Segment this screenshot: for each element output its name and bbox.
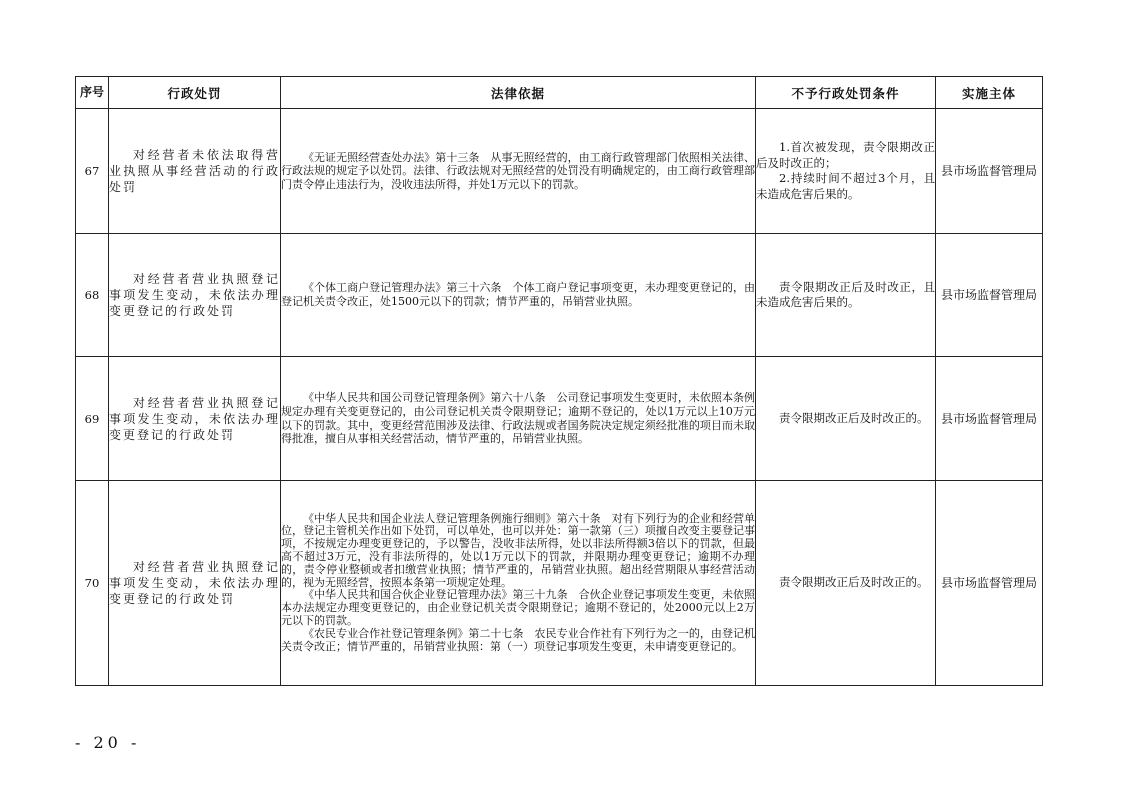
legal-basis-cell bbox=[281, 357, 756, 481]
header-penalty: 行政处罚 bbox=[109, 77, 281, 109]
legal-basis-paragraph: 《农民专业合作社登记管理条例》第二十七条 农民专业合作社有下列行为之一的，由登记机关责令改正；情节严重的，吊销营业执照：第（一）项登记事项发生变更，未申请变更登记的。 bbox=[281, 626, 755, 653]
legal-basis-paragraph: 《中华人民共和国合伙企业登记管理办法》第三十九条 合伙企业登记事项发生变更，未依照本办法规定办理变更登记的，由企业登记机关责令限期登记；逾期不登记的，处2000元以上2万元以下的罚款。 bbox=[281, 588, 755, 627]
condition-item: 责令限期改正后及时改正，且未造成危害后果的。 bbox=[756, 279, 935, 309]
row-number: 69 bbox=[76, 357, 109, 481]
condition-item: 2.持续时间不超过3个月，且未造成危害后果的。 bbox=[756, 171, 935, 201]
header-no: 序号 bbox=[76, 77, 109, 109]
legal-basis-paragraph: 《无证无照经营查处办法》第十三条 从事无照经营的，由工商行政管理部门依照相关法律、行政法规的规定予以处罚。法律、行政法规对无照经营的处罚没有明确规定的，由工商行政管理部门责令停止违法行为，没收违法所得，并处1万元以下的罚款。 bbox=[281, 150, 755, 191]
table-row bbox=[76, 109, 1043, 234]
penalty-text: 对经营者营业执照登记事项发生变动，未依法办理变更登记的行政处罚 bbox=[109, 560, 280, 606]
row-number: 67 bbox=[76, 109, 109, 234]
subject-cell: 县市场监督管理局 bbox=[936, 109, 1043, 234]
condition-item: 责令限期改正后及时改正的。 bbox=[779, 575, 929, 590]
subject-cell: 县市场监督管理局 bbox=[936, 234, 1043, 357]
penalty-cell bbox=[109, 109, 281, 234]
legal-basis-cell bbox=[281, 481, 756, 686]
header-subject: 实施主体 bbox=[936, 77, 1043, 109]
table-row bbox=[76, 481, 1043, 686]
legal-basis-paragraph: 《个体工商户登记管理办法》第三十六条 个体工商户登记事项变更，未办理变更登记的，由登记机关责令改正，处1500元以下的罚款；情节严重的，吊销营业执照。 bbox=[281, 281, 755, 308]
conditions-cell bbox=[756, 357, 936, 481]
legal-basis-paragraph: 《中华人民共和国企业法人登记管理条例施行细则》第六十条 对有下列行为的企业和经营单位，登记主管机关作出如下处罚，可以单处，也可以并处：第一款第（三）项擅自改变主要登记事项，不按规定办理变更登记的，予以警告，没收非法所得，处以非法所得额3倍以下的罚款，但最高不超过3万元，没有非法所得的，处以1万元以下的罚款，并限期办理变更登记；逾期不办理的，责令停业整顿或者扣缴营业执照；情节严重的，吊销营业执照。超出经营期限从事经营活动的，视为无照经营，按照本条第一项规定处理。 bbox=[281, 511, 755, 589]
legal-basis-paragraph: 《中华人民共和国公司登记管理条例》第六十八条 公司登记事项发生变更时，未依照本条例规定办理有关变更登记的，由公司登记机关责令限期登记；逾期不登记的，处以1万元以上10万元以下的罚款。其中，变更经营范围涉及法律、行政法规或者国务院决定规定须经批准的项目而未取得批准，擅自从事相关经营活动，情节严重的，吊销营业执照。 bbox=[281, 391, 755, 446]
row-number: 68 bbox=[76, 234, 109, 357]
penalty-cell bbox=[109, 357, 281, 481]
penalty-cell bbox=[109, 481, 281, 686]
header-conditions: 不予行政处罚条件 bbox=[756, 77, 936, 109]
conditions-cell bbox=[756, 234, 936, 357]
legal-basis-cell bbox=[281, 109, 756, 234]
subject-cell: 县市场监督管理局 bbox=[936, 357, 1043, 481]
header-basis: 法律依据 bbox=[281, 77, 756, 109]
row-number: 70 bbox=[76, 481, 109, 686]
condition-item: 1.首次被发现，责令限期改正后及时改正的； bbox=[756, 140, 935, 170]
table-row bbox=[76, 234, 1043, 357]
penalty-text: 对经营者营业执照登记事项发生变动，未依法办理变更登记的行政处罚 bbox=[109, 272, 280, 318]
table-header-row bbox=[76, 77, 1043, 109]
penalty-cell bbox=[109, 234, 281, 357]
conditions-cell bbox=[756, 481, 936, 686]
table-row bbox=[76, 357, 1043, 481]
page-number: - 20 - bbox=[75, 733, 141, 752]
regulation-table bbox=[75, 76, 1043, 686]
subject-cell: 县市场监督管理局 bbox=[936, 481, 1043, 686]
conditions-cell bbox=[756, 109, 936, 234]
penalty-text: 对经营者未依法取得营业执照从事经营活动的行政处罚 bbox=[109, 148, 280, 194]
legal-basis-cell bbox=[281, 234, 756, 357]
penalty-text: 对经营者营业执照登记事项发生变动，未依法办理变更登记的行政处罚 bbox=[109, 395, 280, 442]
condition-item: 责令限期改正后及时改正的。 bbox=[779, 410, 929, 425]
